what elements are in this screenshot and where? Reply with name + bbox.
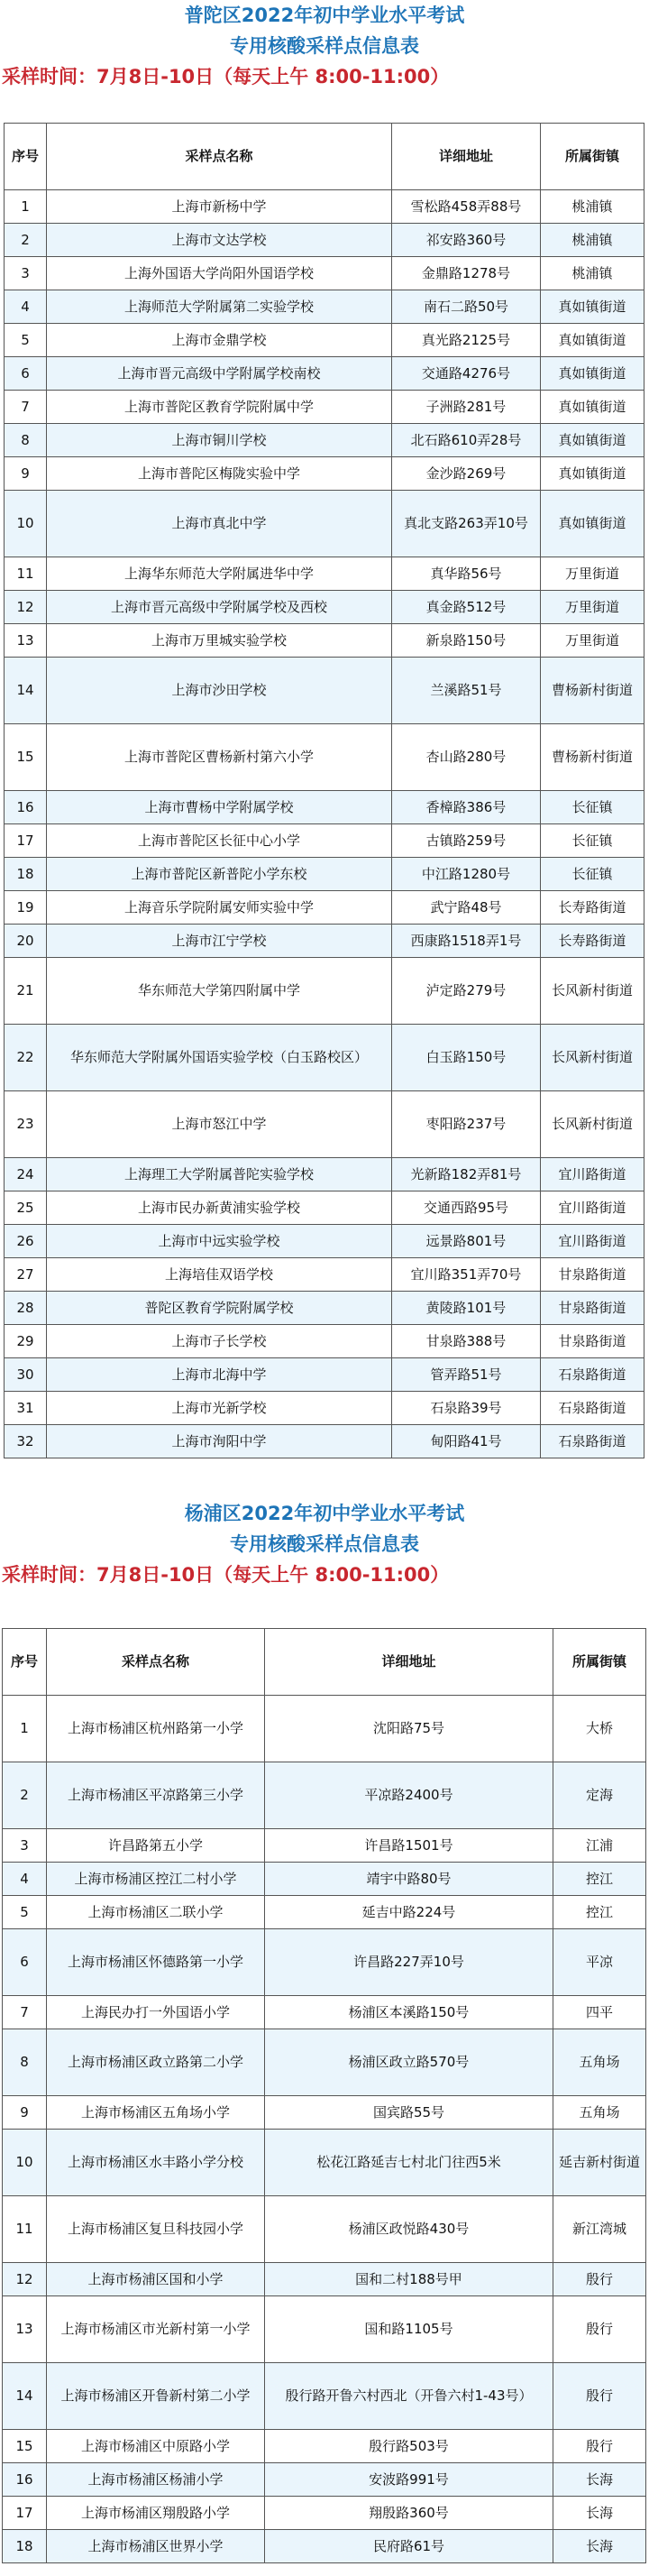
cell-district: 长风新村街道 (541, 1025, 644, 1091)
cell-site-name: 上海市洵阳中学 (47, 1425, 392, 1458)
cell-address: 石泉路39号 (392, 1392, 541, 1425)
cell-index: 9 (3, 2096, 47, 2130)
cell-index: 22 (5, 1025, 47, 1091)
cell-index: 23 (5, 1091, 47, 1158)
cell-site-name: 上海市普陀区长征中心小学 (47, 824, 392, 858)
table-row (3, 1696, 646, 1762)
yangpu-section (0, 1498, 649, 2563)
cell-district: 真如镇街道 (541, 424, 644, 457)
cell-site-name: 上海市杨浦区开鲁新村第二小学 (47, 2363, 265, 2430)
cell-district: 桃浦镇 (541, 190, 644, 224)
cell-district: 江浦 (553, 1829, 646, 1863)
cell-address: 雪松路458弄88号 (392, 190, 541, 224)
cell-address: 北石路610弄28号 (392, 424, 541, 457)
cell-district: 平凉 (553, 1929, 646, 1996)
cell-site-name: 上海外国语大学尚阳外国语学校 (47, 257, 392, 290)
cell-index: 12 (3, 2263, 47, 2296)
cell-site-name: 上海市沙田学校 (47, 658, 392, 724)
cell-site-name: 上海市普陀区教育学院附属中学 (47, 391, 392, 424)
table-row (5, 1025, 644, 1091)
cell-site-name: 上海市杨浦区二联小学 (47, 1896, 265, 1929)
cell-index: 27 (5, 1258, 47, 1292)
table-row (5, 491, 644, 557)
cell-index: 29 (5, 1325, 47, 1358)
header-district: 所属街镇 (541, 124, 644, 190)
cell-index: 13 (3, 2296, 47, 2363)
cell-index: 1 (5, 190, 47, 224)
cell-district: 五角场 (553, 2096, 646, 2130)
yangpu-table (2, 1628, 646, 2563)
cell-address: 香樟路386号 (392, 791, 541, 824)
table-row (3, 2430, 646, 2463)
cell-district: 长风新村街道 (541, 1091, 644, 1158)
table-row (5, 1091, 644, 1158)
cell-site-name: 华东师范大学第四附属中学 (47, 958, 392, 1025)
cell-district: 长海 (553, 2530, 646, 2563)
cell-district: 长征镇 (541, 791, 644, 824)
cell-address: 枣阳路237号 (392, 1091, 541, 1158)
cell-address: 靖宇中路80号 (265, 1863, 553, 1896)
cell-address: 真北支路263弄10号 (392, 491, 541, 557)
table-row (5, 557, 644, 591)
table-row (3, 2263, 646, 2296)
cell-address: 子洲路281号 (392, 391, 541, 424)
cell-site-name: 上海市万里城实验学校 (47, 624, 392, 658)
yangpu-table-body (3, 1696, 646, 2563)
cell-district: 石泉路街道 (541, 1392, 644, 1425)
table-row (5, 958, 644, 1025)
cell-index: 26 (5, 1225, 47, 1258)
table-row (5, 1292, 644, 1325)
cell-address: 杨浦区政立路570号 (265, 2029, 553, 2096)
cell-district: 殷行 (553, 2363, 646, 2430)
table-row (5, 891, 644, 925)
putuo-title-line2: 专用核酸采样点信息表 (230, 35, 419, 57)
cell-site-name: 上海市杨浦区复旦科技园小学 (47, 2196, 265, 2263)
cell-index: 8 (3, 2029, 47, 2096)
cell-district: 真如镇街道 (541, 391, 644, 424)
cell-address: 管弄路51号 (392, 1358, 541, 1392)
cell-district: 长征镇 (541, 824, 644, 858)
cell-address: 国宾路55号 (265, 2096, 553, 2130)
table-row (3, 2463, 646, 2497)
table-row (3, 1929, 646, 1996)
cell-address: 交通西路95号 (392, 1191, 541, 1225)
table-row (3, 1996, 646, 2029)
cell-district: 延吉新村街道 (553, 2130, 646, 2196)
table-row (5, 424, 644, 457)
cell-address: 真金路512号 (392, 591, 541, 624)
header-site-name: 采样点名称 (47, 1629, 265, 1696)
cell-index: 21 (5, 958, 47, 1025)
cell-address: 民府路61号 (265, 2530, 553, 2563)
cell-site-name: 上海市晋元高级中学附属学校及西校 (47, 591, 392, 624)
table-row (5, 224, 644, 257)
cell-address: 延吉中路224号 (265, 1896, 553, 1929)
cell-site-name: 上海市晋元高级中学附属学校南校 (47, 357, 392, 391)
cell-index: 8 (5, 424, 47, 457)
table-row (5, 925, 644, 958)
cell-district: 新江湾城 (553, 2196, 646, 2263)
cell-index: 4 (5, 290, 47, 324)
table-row (3, 2029, 646, 2096)
yangpu-title-line1: 杨浦区2022年初中学业水平考试 (184, 1503, 465, 1524)
cell-index: 12 (5, 591, 47, 624)
cell-index: 19 (5, 891, 47, 925)
cell-district: 桃浦镇 (541, 257, 644, 290)
cell-index: 2 (5, 224, 47, 257)
table-row (5, 1425, 644, 1458)
cell-site-name: 上海民办打一外国语小学 (47, 1996, 265, 2029)
header-index: 序号 (5, 124, 47, 190)
table-row (5, 324, 644, 357)
cell-address: 国和路1105号 (265, 2296, 553, 2363)
table-row (5, 1325, 644, 1358)
table-row (5, 1225, 644, 1258)
cell-district: 万里街道 (541, 624, 644, 658)
cell-index: 16 (3, 2463, 47, 2497)
cell-district: 宜川路街道 (541, 1225, 644, 1258)
cell-address: 古镇路259号 (392, 824, 541, 858)
cell-address: 安波路991号 (265, 2463, 553, 2497)
cell-site-name: 上海市江宁学校 (47, 925, 392, 958)
cell-district: 宜川路街道 (541, 1158, 644, 1191)
cell-address: 宜川路351弄70号 (392, 1258, 541, 1292)
cell-address: 国和二村188号甲 (265, 2263, 553, 2296)
cell-district: 长征镇 (541, 858, 644, 891)
table-row (5, 257, 644, 290)
cell-district: 长风新村街道 (541, 958, 644, 1025)
cell-district: 曹杨新村街道 (541, 724, 644, 791)
table-row (3, 2196, 646, 2263)
cell-index: 16 (5, 791, 47, 824)
cell-site-name: 上海市杨浦区国和小学 (47, 2263, 265, 2296)
cell-index: 14 (3, 2363, 47, 2430)
cell-site-name: 上海市杨浦区杨浦小学 (47, 2463, 265, 2497)
cell-index: 17 (3, 2497, 47, 2530)
cell-district: 甘泉路街道 (541, 1325, 644, 1358)
table-row (3, 2296, 646, 2363)
cell-index: 7 (5, 391, 47, 424)
cell-address: 远景路801号 (392, 1225, 541, 1258)
cell-site-name: 上海市北海中学 (47, 1358, 392, 1392)
header-site-name: 采样点名称 (47, 124, 392, 190)
cell-address: 松花江路延吉七村北门往西5米 (265, 2130, 553, 2196)
cell-address: 殷行路开鲁六村西北（开鲁六村1-43号） (265, 2363, 553, 2430)
cell-site-name: 上海市杨浦区翔殷路小学 (47, 2497, 265, 2530)
cell-index: 10 (5, 491, 47, 557)
cell-district: 殷行 (553, 2263, 646, 2296)
cell-address: 金鼎路1278号 (392, 257, 541, 290)
cell-site-name: 上海市杨浦区杭州路第一小学 (47, 1696, 265, 1762)
cell-district: 殷行 (553, 2296, 646, 2363)
cell-index: 15 (5, 724, 47, 791)
cell-index: 7 (3, 1996, 47, 2029)
cell-index: 24 (5, 1158, 47, 1191)
cell-site-name: 上海市普陀区梅陇实验中学 (47, 457, 392, 491)
table-row (5, 1191, 644, 1225)
cell-district: 真如镇街道 (541, 290, 644, 324)
cell-index: 2 (3, 1762, 47, 1829)
cell-address: 光新路182弄81号 (392, 1158, 541, 1191)
cell-site-name: 上海市中远实验学校 (47, 1225, 392, 1258)
table-row (5, 1392, 644, 1425)
cell-address: 交通路4276号 (392, 357, 541, 391)
cell-site-name: 上海市杨浦区五角场小学 (47, 2096, 265, 2130)
cell-district: 定海 (553, 1762, 646, 1829)
cell-district: 四平 (553, 1996, 646, 2029)
table-row (5, 1358, 644, 1392)
cell-district: 真如镇街道 (541, 457, 644, 491)
cell-index: 28 (5, 1292, 47, 1325)
cell-site-name: 上海市杨浦区控江二村小学 (47, 1863, 265, 1896)
table-row (5, 391, 644, 424)
cell-district: 桃浦镇 (541, 224, 644, 257)
table-row (5, 190, 644, 224)
cell-site-name: 上海市民办新黄浦实验学校 (47, 1191, 392, 1225)
cell-site-name: 上海华东师范大学附属进华中学 (47, 557, 392, 591)
cell-site-name: 普陀区教育学院附属学校 (47, 1292, 392, 1325)
header-address: 详细地址 (265, 1629, 553, 1696)
cell-site-name: 上海音乐学院附属安师实验中学 (47, 891, 392, 925)
cell-index: 18 (3, 2530, 47, 2563)
cell-address: 泸定路279号 (392, 958, 541, 1025)
table-row (5, 858, 644, 891)
cell-district: 殷行 (553, 2430, 646, 2463)
cell-index: 3 (5, 257, 47, 290)
cell-site-name: 上海市文达学校 (47, 224, 392, 257)
table-row (5, 1258, 644, 1292)
putuo-title-line1: 普陀区2022年初中学业水平考试 (184, 5, 465, 26)
putuo-table (4, 123, 644, 1458)
cell-site-name: 上海市杨浦区水丰路小学分校 (47, 2130, 265, 2196)
cell-site-name: 上海市子长学校 (47, 1325, 392, 1358)
cell-index: 13 (5, 624, 47, 658)
table-row (3, 1829, 646, 1863)
table-row (3, 2096, 646, 2130)
cell-address: 兰溪路51号 (392, 658, 541, 724)
cell-index: 31 (5, 1392, 47, 1425)
cell-address: 许昌路227弄10号 (265, 1929, 553, 1996)
cell-index: 32 (5, 1425, 47, 1458)
cell-district: 石泉路街道 (541, 1425, 644, 1458)
cell-district: 甘泉路街道 (541, 1292, 644, 1325)
cell-address: 杏山路280号 (392, 724, 541, 791)
cell-district: 真如镇街道 (541, 324, 644, 357)
cell-address: 武宁路48号 (392, 891, 541, 925)
table-row (5, 1158, 644, 1191)
table-row (5, 591, 644, 624)
cell-address: 翔殷路360号 (265, 2497, 553, 2530)
cell-site-name: 上海市杨浦区怀德路第一小学 (47, 1929, 265, 1996)
cell-index: 3 (3, 1829, 47, 1863)
cell-index: 6 (3, 1929, 47, 1996)
cell-index: 20 (5, 925, 47, 958)
cell-district: 石泉路街道 (541, 1358, 644, 1392)
yangpu-sampling-time: 采样时间：7月8日-10日（每天上午 8:00-11:00） (2, 1564, 450, 1586)
cell-address: 白玉路150号 (392, 1025, 541, 1091)
cell-site-name: 上海市杨浦区中原路小学 (47, 2430, 265, 2463)
yangpu-header-row (3, 1629, 646, 1696)
table-row (3, 2530, 646, 2563)
cell-address: 殷行路503号 (265, 2430, 553, 2463)
cell-index: 10 (3, 2130, 47, 2196)
cell-index: 9 (5, 457, 47, 491)
cell-district: 曹杨新村街道 (541, 658, 644, 724)
cell-site-name: 上海市怒江中学 (47, 1091, 392, 1158)
cell-site-name: 上海市杨浦区平凉路第三小学 (47, 1762, 265, 1829)
header-index: 序号 (3, 1629, 47, 1696)
cell-site-name: 华东师范大学附属外国语实验学校（白玉路校区） (47, 1025, 392, 1091)
cell-address: 真光路2125号 (392, 324, 541, 357)
cell-address: 杨浦区政悦路430号 (265, 2196, 553, 2263)
cell-district: 真如镇街道 (541, 491, 644, 557)
table-row (3, 2363, 646, 2430)
cell-address: 黄陵路101号 (392, 1292, 541, 1325)
cell-index: 17 (5, 824, 47, 858)
cell-site-name: 上海市新杨中学 (47, 190, 392, 224)
cell-index: 6 (5, 357, 47, 391)
table-row (5, 658, 644, 724)
cell-index: 11 (3, 2196, 47, 2263)
cell-district: 大桥 (553, 1696, 646, 1762)
cell-address: 真华路56号 (392, 557, 541, 591)
putuo-sampling-time: 采样时间：7月8日-10日（每天上午 8:00-11:00） (2, 66, 450, 87)
cell-site-name: 上海市普陀区新普陀小学东校 (47, 858, 392, 891)
cell-site-name: 上海师范大学附属第二实验学校 (47, 290, 392, 324)
table-row (3, 2497, 646, 2530)
cell-site-name: 上海市光新学校 (47, 1392, 392, 1425)
cell-address: 平凉路2400号 (265, 1762, 553, 1829)
table-row (5, 290, 644, 324)
cell-address: 南石二路50号 (392, 290, 541, 324)
table-row (3, 1896, 646, 1929)
cell-address: 甸阳路41号 (392, 1425, 541, 1458)
cell-site-name: 上海市铜川学校 (47, 424, 392, 457)
cell-site-name: 上海市金鼎学校 (47, 324, 392, 357)
table-row (5, 791, 644, 824)
cell-address: 新泉路150号 (392, 624, 541, 658)
cell-address: 甘泉路388号 (392, 1325, 541, 1358)
cell-district: 控江 (553, 1863, 646, 1896)
table-row (3, 1863, 646, 1896)
cell-site-name: 上海理工大学附属普陀实验学校 (47, 1158, 392, 1191)
cell-index: 5 (5, 324, 47, 357)
cell-site-name: 上海培佳双语学校 (47, 1258, 392, 1292)
cell-district: 长寿路街道 (541, 925, 644, 958)
cell-index: 14 (5, 658, 47, 724)
table-row (3, 2130, 646, 2196)
table-row (5, 824, 644, 858)
cell-district: 甘泉路街道 (541, 1258, 644, 1292)
header-address: 详细地址 (392, 124, 541, 190)
cell-site-name: 上海市杨浦区政立路第二小学 (47, 2029, 265, 2096)
cell-site-name: 上海市杨浦区市光新村第一小学 (47, 2296, 265, 2363)
cell-address: 中江路1280号 (392, 858, 541, 891)
yangpu-title-line2: 专用核酸采样点信息表 (230, 1533, 419, 1555)
cell-district: 长海 (553, 2497, 646, 2530)
cell-district: 万里街道 (541, 557, 644, 591)
cell-address: 许昌路1501号 (265, 1829, 553, 1863)
cell-index: 25 (5, 1191, 47, 1225)
cell-district: 五角场 (553, 2029, 646, 2096)
cell-index: 15 (3, 2430, 47, 2463)
cell-site-name: 上海市杨浦区世界小学 (47, 2530, 265, 2563)
cell-index: 18 (5, 858, 47, 891)
header-district: 所属街镇 (553, 1629, 646, 1696)
table-row (3, 1762, 646, 1829)
cell-district: 控江 (553, 1896, 646, 1929)
cell-district: 长寿路街道 (541, 891, 644, 925)
cell-address: 金沙路269号 (392, 457, 541, 491)
cell-index: 5 (3, 1896, 47, 1929)
cell-address: 杨浦区本溪路150号 (265, 1996, 553, 2029)
table-row (5, 724, 644, 791)
cell-index: 11 (5, 557, 47, 591)
cell-district: 宜川路街道 (541, 1191, 644, 1225)
cell-index: 1 (3, 1696, 47, 1762)
table-row (5, 457, 644, 491)
cell-district: 万里街道 (541, 591, 644, 624)
cell-site-name: 上海市曹杨中学附属学校 (47, 791, 392, 824)
putuo-table-body (5, 190, 644, 1458)
cell-site-name: 上海市真北中学 (47, 491, 392, 557)
cell-site-name: 上海市普陀区曹杨新村第六小学 (47, 724, 392, 791)
cell-district: 长海 (553, 2463, 646, 2497)
putuo-header-row (5, 124, 644, 190)
cell-index: 4 (3, 1863, 47, 1896)
table-row (5, 624, 644, 658)
cell-index: 30 (5, 1358, 47, 1392)
cell-site-name: 许昌路第五小学 (47, 1829, 265, 1863)
cell-address: 沈阳路75号 (265, 1696, 553, 1762)
cell-district: 真如镇街道 (541, 357, 644, 391)
table-row (5, 357, 644, 391)
cell-address: 祁安路360号 (392, 224, 541, 257)
cell-address: 西康路1518弄1号 (392, 925, 541, 958)
